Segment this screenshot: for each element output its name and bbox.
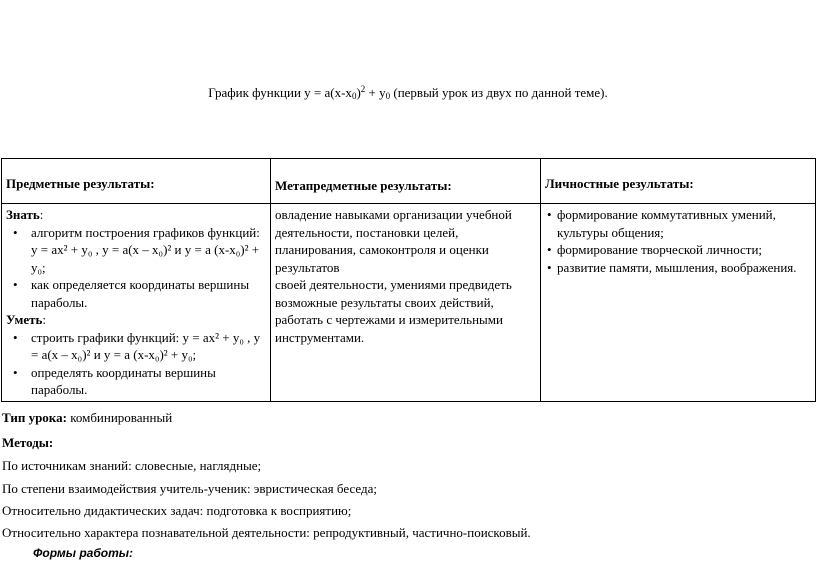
header-subject: Предметные результаты: <box>2 159 271 204</box>
results-table <box>1 158 816 402</box>
page-title: График функции $у = а(х-х_0)^2 + у_0$ (первый урок из двух по данной теме). <box>208 84 608 101</box>
list-item: • развитие памяти, мышления, воображения. <box>545 259 811 277</box>
lesson-type: Тип урока: комбинированный <box>2 410 173 425</box>
method-line: По степени взаимодействия учитель-ученик: эвристическая беседа; <box>2 481 377 496</box>
list-item: • алгоритм построения графиков функций: у = ах² + у₀ , у = а(х – х₀)² и у = а (х-х₀)² + у₀; <box>6 224 266 277</box>
table-header-row <box>2 159 816 204</box>
list-item: • строить графики функций: у = ах² + у₀ , у = а(х – х₀)² и у = а (х-х₀)² + у₀; <box>6 329 266 364</box>
list-item: • формирование творческой личности; <box>545 241 811 259</box>
header-meta: Метапредметные результаты: <box>271 159 541 204</box>
method-line: Относительно дидактических задач: подготовка к восприятию; <box>2 503 352 518</box>
list-item: • как определяется координаты вершины параболы. <box>6 276 266 311</box>
forms-label: Формы работы: <box>33 546 134 560</box>
method-line: Относительно характера познавательной деятельности: репродуктивный, частично-поисковый. <box>2 525 531 540</box>
table-body-row <box>2 204 816 402</box>
header-personal: Личностные результаты: <box>541 159 816 204</box>
subject-results-cell: Знать: • алгоритм построения графиков функций: у = ах² + у₀ , у = а(х – х₀)² и у = а (х-х₀)² + у₀; • как определяется координаты вершины параболы. Уметь: • строить графики функций: у = ах² + у₀ , у = а(х – х₀)² и у = а (х-х₀)² + у₀; • определять координаты вершины параболы. <box>2 204 271 402</box>
list-item: • формирование коммутативных умений, культуры общения; <box>545 206 811 241</box>
meta-results-cell: овладение навыками организации учебной деятельности, постановки целей, планирования, самоконтроля и оценки результатов своей деятельности, умениями предвидеть возможные результаты своих действий, работать с чертежами и измерительными инструментами. <box>271 204 541 402</box>
method-line: По источникам знаний: словесные, наглядные; <box>2 458 262 473</box>
list-item: • определять координаты вершины параболы. <box>6 364 266 399</box>
methods-label: Методы: <box>2 435 54 450</box>
personal-results-cell <box>541 204 816 402</box>
